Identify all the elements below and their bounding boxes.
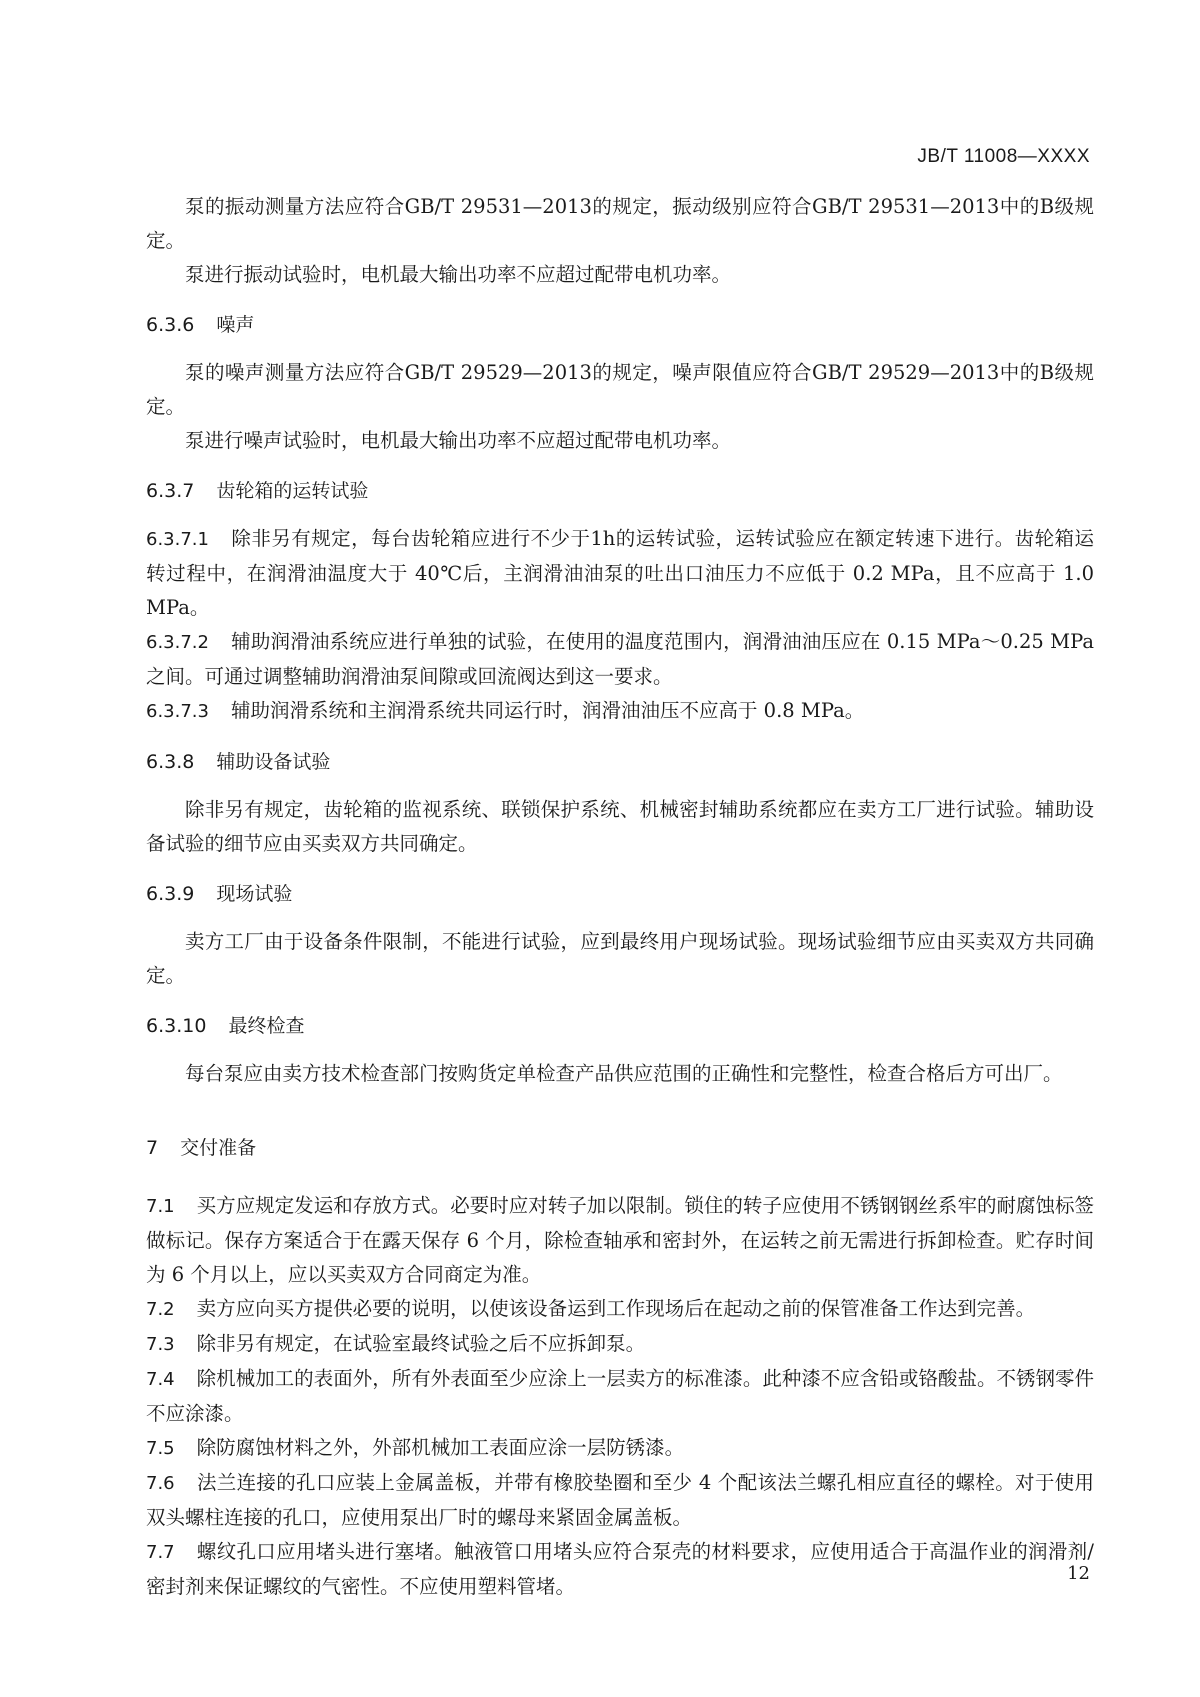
section-heading bbox=[146, 308, 1094, 342]
clause bbox=[146, 522, 1094, 625]
clause-text: 除防腐蚀材料之外，外部机械加工表面应涂一层防锈漆。 bbox=[196, 1436, 685, 1459]
section-heading bbox=[146, 474, 1094, 508]
clause-number: 6.3.7.2 bbox=[146, 632, 209, 653]
clause-number: 7.4 bbox=[146, 1369, 175, 1390]
section-heading bbox=[146, 1009, 1094, 1043]
clause bbox=[146, 694, 1094, 729]
clause bbox=[146, 1362, 1094, 1431]
section-title: 现场试验 bbox=[216, 883, 293, 905]
document-body bbox=[146, 190, 1094, 1604]
chapter-heading bbox=[146, 1131, 1094, 1165]
clause bbox=[146, 1466, 1094, 1535]
section-number: 6.3.10 bbox=[146, 1015, 207, 1037]
clause-number: 7.3 bbox=[146, 1334, 175, 1355]
clause bbox=[146, 1189, 1094, 1292]
clause-number: 7.2 bbox=[146, 1299, 175, 1320]
section-title: 噪声 bbox=[216, 314, 255, 336]
section-heading bbox=[146, 877, 1094, 911]
clause bbox=[146, 1292, 1094, 1327]
clause bbox=[146, 1327, 1094, 1362]
section-title: 辅助设备试验 bbox=[216, 751, 331, 773]
clause bbox=[146, 1431, 1094, 1466]
paragraph: 泵进行噪声试验时，电机最大输出功率不应超过配带电机功率。 bbox=[185, 429, 732, 452]
page-number: 12 bbox=[1067, 1563, 1090, 1584]
clause-number: 7.5 bbox=[146, 1438, 175, 1459]
paragraph: 泵的噪声测量方法应符合GB/T 29529—2013的规定，噪声限值应符合GB/T 29529—2013中的B级规定。 bbox=[146, 361, 1094, 418]
paragraph: 每台泵应由卖方技术检查部门按购货定单检查产品供应范围的正确性和完整性，检查合格后方可出厂。 bbox=[185, 1062, 1063, 1085]
clause-number: 7.1 bbox=[146, 1196, 175, 1217]
document-code: JB/T 11008—XXXX bbox=[917, 146, 1090, 167]
section-number: 6.3.7 bbox=[146, 480, 195, 502]
clause-number: 7.7 bbox=[146, 1542, 175, 1563]
section-title: 齿轮箱的运转试验 bbox=[216, 480, 369, 502]
clause-text: 螺纹孔口应用堵头进行塞堵。触液管口用堵头应符合泵壳的材料要求，应使用适合于高温作业的润滑剂/密封剂来保证螺纹的气密性。不应使用塑料管堵。 bbox=[146, 1540, 1094, 1598]
clause-text: 辅助润滑系统和主润滑系统共同运行时，润滑油油压不应高于 0.8 MPa。 bbox=[230, 699, 865, 722]
section-number: 6.3.6 bbox=[146, 314, 195, 336]
paragraph: 除非另有规定，齿轮箱的监视系统、联锁保护系统、机械密封辅助系统都应在卖方工厂进行试验。辅助设备试验的细节应由买卖双方共同确定。 bbox=[146, 798, 1094, 855]
section-number: 6.3.8 bbox=[146, 751, 195, 773]
section-heading bbox=[146, 745, 1094, 779]
paragraph: 泵进行振动试验时，电机最大输出功率不应超过配带电机功率。 bbox=[185, 263, 732, 286]
clause-text: 法兰连接的孔口应装上金属盖板，并带有橡胶垫圈和至少 4 个配该法兰螺孔相应直径的螺栓。对于使用双头螺柱连接的孔口，应使用泵出厂时的螺母来紧固金属盖板。 bbox=[146, 1471, 1094, 1529]
clause-number: 6.3.7.1 bbox=[146, 529, 209, 550]
chapter-number: 7 bbox=[146, 1137, 159, 1159]
clause bbox=[146, 1535, 1094, 1604]
clause-text: 除非另有规定，在试验室最终试验之后不应拆卸泵。 bbox=[196, 1332, 646, 1355]
clause-text: 辅助润滑油系统应进行单独的试验，在使用的温度范围内，润滑油油压应在 0.15 MPa～0.25 MPa 之间。可通过调整辅助润滑油泵间隙或回流阀达到这一要求。 bbox=[146, 630, 1094, 688]
clause bbox=[146, 625, 1094, 694]
paragraph: 泵的振动测量方法应符合GB/T 29531—2013的规定，振动级别应符合GB/T 29531—2013中的B级规定。 bbox=[146, 195, 1094, 252]
clause-number: 6.3.7.3 bbox=[146, 701, 209, 722]
paragraph: 卖方工厂由于设备条件限制，不能进行试验，应到最终用户现场试验。现场试验细节应由买卖双方共同确定。 bbox=[146, 930, 1094, 987]
clause-text: 卖方应向买方提供必要的说明，以使该设备运到工作现场后在起动之前的保管准备工作达到完善。 bbox=[196, 1297, 1036, 1320]
section-number: 6.3.9 bbox=[146, 883, 195, 905]
clause-text: 除非另有规定，每台齿轮箱应进行不少于1h的运转试验，运转试验应在额定转速下进行。齿轮箱运转过程中，在润滑油温度大于 40℃后，主润滑油油泵的吐出口油压力不应低于 0.2 MPa，且不应高于 1.0 MPa。 bbox=[146, 527, 1094, 619]
clause-text: 买方应规定发运和存放方式。必要时应对转子加以限制。锁住的转子应使用不锈钢钢丝系牢的耐腐蚀标签做标记。保存方案适合于在露天保存 6 个月，除检查轴承和密封外，在运转之前无需进行拆卸检查。贮存时间为 6 个月以上，应以买卖双方合同商定为准。 bbox=[146, 1194, 1094, 1286]
chapter-title: 交付准备 bbox=[180, 1137, 257, 1159]
clause-number: 7.6 bbox=[146, 1473, 175, 1494]
clause-text: 除机械加工的表面外，所有外表面至少应涂上一层卖方的标准漆。此种漆不应含铅或铬酸盐。不锈钢零件不应涂漆。 bbox=[146, 1367, 1094, 1425]
section-title: 最终检查 bbox=[228, 1015, 305, 1037]
